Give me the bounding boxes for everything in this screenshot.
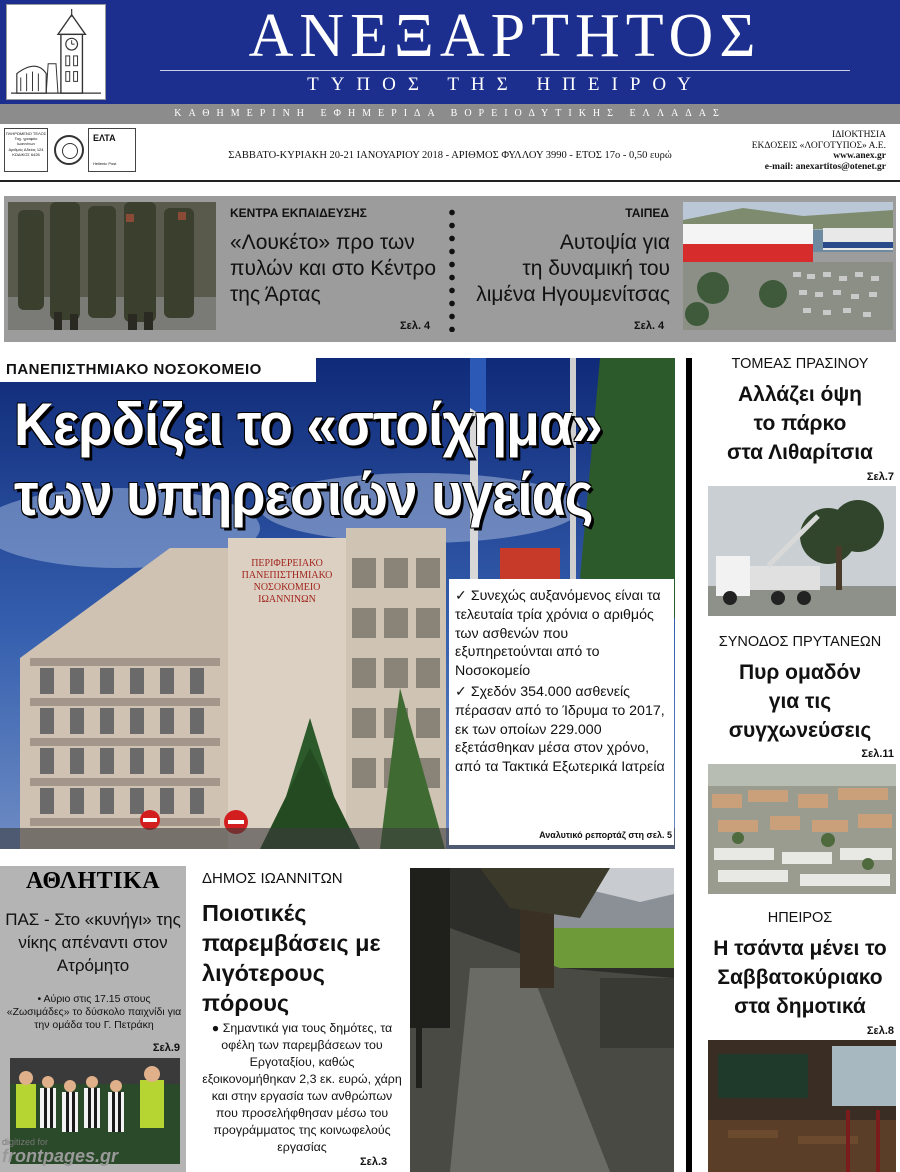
- postage-line: ΚΩΔΙΚΟΣ 6426: [12, 151, 40, 157]
- sidebar-headline[interactable]: [704, 658, 896, 745]
- headline-line: λιμένα Ηγουμενίτσας: [476, 283, 670, 306]
- email-link[interactable]: e-mail: anexartitos@otenet.gr: [764, 161, 886, 172]
- clock-tower-icon: [6, 4, 106, 100]
- newspaper-subtitle: ΤΥΠΟΣ ΤΗΣ ΗΠΕΙΡΟΥ: [307, 74, 703, 95]
- postage-line: ΠΛΗΡΩΜΕΝΟ ΤΕΛΟΣ: [5, 131, 47, 136]
- tagline-bar: ΚΑΘΗΜΕΡΙΝΗ ΕΦΗΜΕΡΙΔΑ ΒΟΡΕΙΟΔΥΤΙΚΗΣ ΕΛΛΑΔΑΣ: [0, 104, 900, 124]
- building-sign-line: ΠΑΝΕΠΙΣΤΗΜΙΑΚΟ: [241, 570, 333, 581]
- elta-logo: [88, 128, 136, 172]
- headline-line: στα δημοτικά: [734, 995, 866, 1018]
- postage-paid-box: [4, 128, 48, 172]
- headline-line: στα Λιθαρίτσια: [727, 441, 873, 464]
- demos-kicker: ΔΗΜΟΣ ΙΩΑΝΝΙΤΩΝ: [202, 870, 343, 887]
- sidebar-page-ref: Σελ.7: [866, 471, 894, 483]
- headline-line: τη δυναμική του: [522, 257, 670, 280]
- sports-deck: • Αύριο στις 17.15 στους «Ζωσιμάδες» το δύσκολο παιχνίδι για την ομάδα του Γ. Πετράκη: [6, 993, 182, 1031]
- demos-body: ● Σημαντικά για τους δημότες, τα οφέλη των παρεμβάσεων του Εργοταξίου, καθώς εξοικονομήθηκαν 2,3 εκ. ευρώ, χάρη και στην εργασία των ανθρώπων που προσελήφθησαν μέσω του προγράμματος της κοινωφελούς εργασίας: [202, 1021, 402, 1154]
- demos-headline[interactable]: Ποιοτικές παρεμβάσεις με λιγότερους πόρους: [202, 900, 381, 1016]
- website-link[interactable]: www.anex.gr: [833, 151, 886, 162]
- teaser-right-page-ref: Σελ. 4: [634, 320, 665, 332]
- headline-line: Κερδίζει το «στοίχημα»: [14, 391, 602, 458]
- teaser-left-kicker: ΚΕΝΤΡΑ ΕΚΠΑΙΔΕΥΣΗΣ: [230, 206, 367, 220]
- sidebar-headline[interactable]: [704, 380, 896, 467]
- sidebar-kicker: ΗΠΕΙΡΟΣ: [767, 910, 833, 926]
- building-sign-line: ΝΟΣΟΚΟΜΕΙΟ: [253, 582, 321, 593]
- teaser-band: [4, 196, 896, 342]
- teaser-right-kicker: ΤΑΙΠΕΔ: [625, 206, 669, 220]
- sidebar-divider: [686, 358, 692, 1172]
- main-headline[interactable]: [14, 390, 612, 530]
- newspaper-title: ΑΝΕΞΑΡΤΗΤΟΣ: [248, 2, 762, 70]
- elta-sub-label: Hellenic Post: [93, 161, 117, 166]
- main-kicker: ΠΑΝΕΠΙΣΤΗΜΙΑΚΟ ΝΟΣΟΚΟΜΕΙΟ: [0, 358, 316, 382]
- headline-line: της Άρτας: [230, 283, 321, 306]
- teaser-left-page-ref: Σελ. 4: [400, 320, 431, 332]
- elta-label: ΕΛΤΑ: [93, 133, 116, 143]
- headline-line: Η τσάντα μένει το: [713, 937, 887, 960]
- postage-line: Αριθμός Αδείας 124: [8, 146, 44, 152]
- headline-line: Αυτοψία για: [559, 231, 670, 254]
- watermark-line: digitized for: [2, 1137, 49, 1147]
- lakeside-park-photo: [410, 868, 674, 1172]
- sidebar-headline[interactable]: [704, 934, 896, 1021]
- port-ferry-photo: [683, 202, 893, 330]
- headline-line: πυλών και στο Κέντρο: [230, 257, 437, 280]
- park-crane-photo: [708, 486, 896, 616]
- building-sign-line: ΙΩΑΝΝΙΝΩΝ: [258, 594, 316, 605]
- title-divider: [160, 70, 850, 71]
- postal-stamp-icon: [54, 135, 84, 165]
- building-sign-line: ΠΕΡΙΦΕΡΕΙΑΚΟ: [251, 558, 323, 569]
- header-divider: [0, 180, 900, 182]
- headline-line: συγχωνεύσεις: [728, 719, 872, 742]
- headline-line: Σαββατοκύριακο: [717, 966, 883, 989]
- teaser-right-headline[interactable]: [460, 230, 670, 308]
- headline-line: των υπηρεσιών υγείας: [14, 461, 593, 528]
- dotted-divider: [449, 206, 455, 332]
- main-summary-box: [449, 579, 674, 845]
- headline-line: για τις: [768, 690, 832, 713]
- sidebar-kicker: ΤΟΜΕΑΣ ΠΡΑΣΙΝΟΥ: [731, 356, 869, 372]
- owner-line: ΙΔΙΟΚΤΗΣΙΑ: [832, 130, 886, 140]
- owner-line: ΕΚΔΟΣΕΙΣ «ΛΟΓΟΤΥΠΟΣ» Α.Ε.: [751, 140, 886, 151]
- demos-page-ref: Σελ.3: [360, 1156, 388, 1168]
- sidebar-kicker: ΣΥΝΟΔΟΣ ΠΡΥΤΑΝΕΩΝ: [718, 634, 882, 650]
- watermark-site: frontpages.gr: [2, 1146, 119, 1166]
- headline-line: Αλλάζει όψη: [738, 383, 862, 406]
- summary-bullet: ✓ Σχεδόν 354.000 ασθενείς πέρασαν από το Ίδρυμα το 2017, εκ των οποίων 229.000 εξετάσθηκαν μέσα στον χρόνο, από τα Τακτικά Εξωτερικά Ιατρεία: [455, 683, 665, 776]
- summary-bullet: ✓ Συνεχώς αυξανόμενος είναι τα τελευταία τρία χρόνια ο αριθμός των ασθενών που εξυπηρετούνται από το Νοσοκομείο: [455, 588, 661, 680]
- sports-title: ΑΘΛΗΤΙΚΑ: [25, 868, 161, 894]
- postage-line: Ταχ. γραφείο: [14, 136, 38, 142]
- classroom-photo: [708, 1040, 896, 1172]
- campus-aerial-photo: [708, 764, 896, 894]
- sidebar-page-ref: Σελ.11: [861, 748, 894, 760]
- soldiers-photo: [8, 202, 216, 330]
- publisher-info: [690, 130, 886, 172]
- sports-page-ref: Σελ.9: [152, 1042, 180, 1054]
- headline-line: το πάρκο: [753, 412, 847, 435]
- main-page-ref[interactable]: Αναλυτικό ρεπορτάζ στη σελ. 5: [539, 830, 672, 840]
- headline-line: Πυρ ομαδόν: [738, 661, 862, 684]
- issue-info: ΣΑΒΒΑΤΟ-ΚΥΡΙΑΚΗ 20-21 ΙΑΝΟΥΑΡΙΟΥ 2018 - ΑΡΙΘΜΟΣ ΦΥΛΛΟΥ 3990 - ΕΤΟΣ 17ο - 0,50 ευρώ: [228, 150, 672, 161]
- postage-line: Ιωαννίνων: [16, 141, 36, 147]
- teaser-left-headline[interactable]: [230, 230, 440, 308]
- headline-line: «Λουκέτο» προ των: [230, 231, 415, 254]
- sidebar-page-ref: Σελ.8: [866, 1025, 894, 1037]
- sports-headline[interactable]: ΠΑΣ - Στο «κυνήγι» της νίκης απέναντι στον Ατρόμητο: [5, 910, 181, 975]
- masthead: [0, 0, 900, 104]
